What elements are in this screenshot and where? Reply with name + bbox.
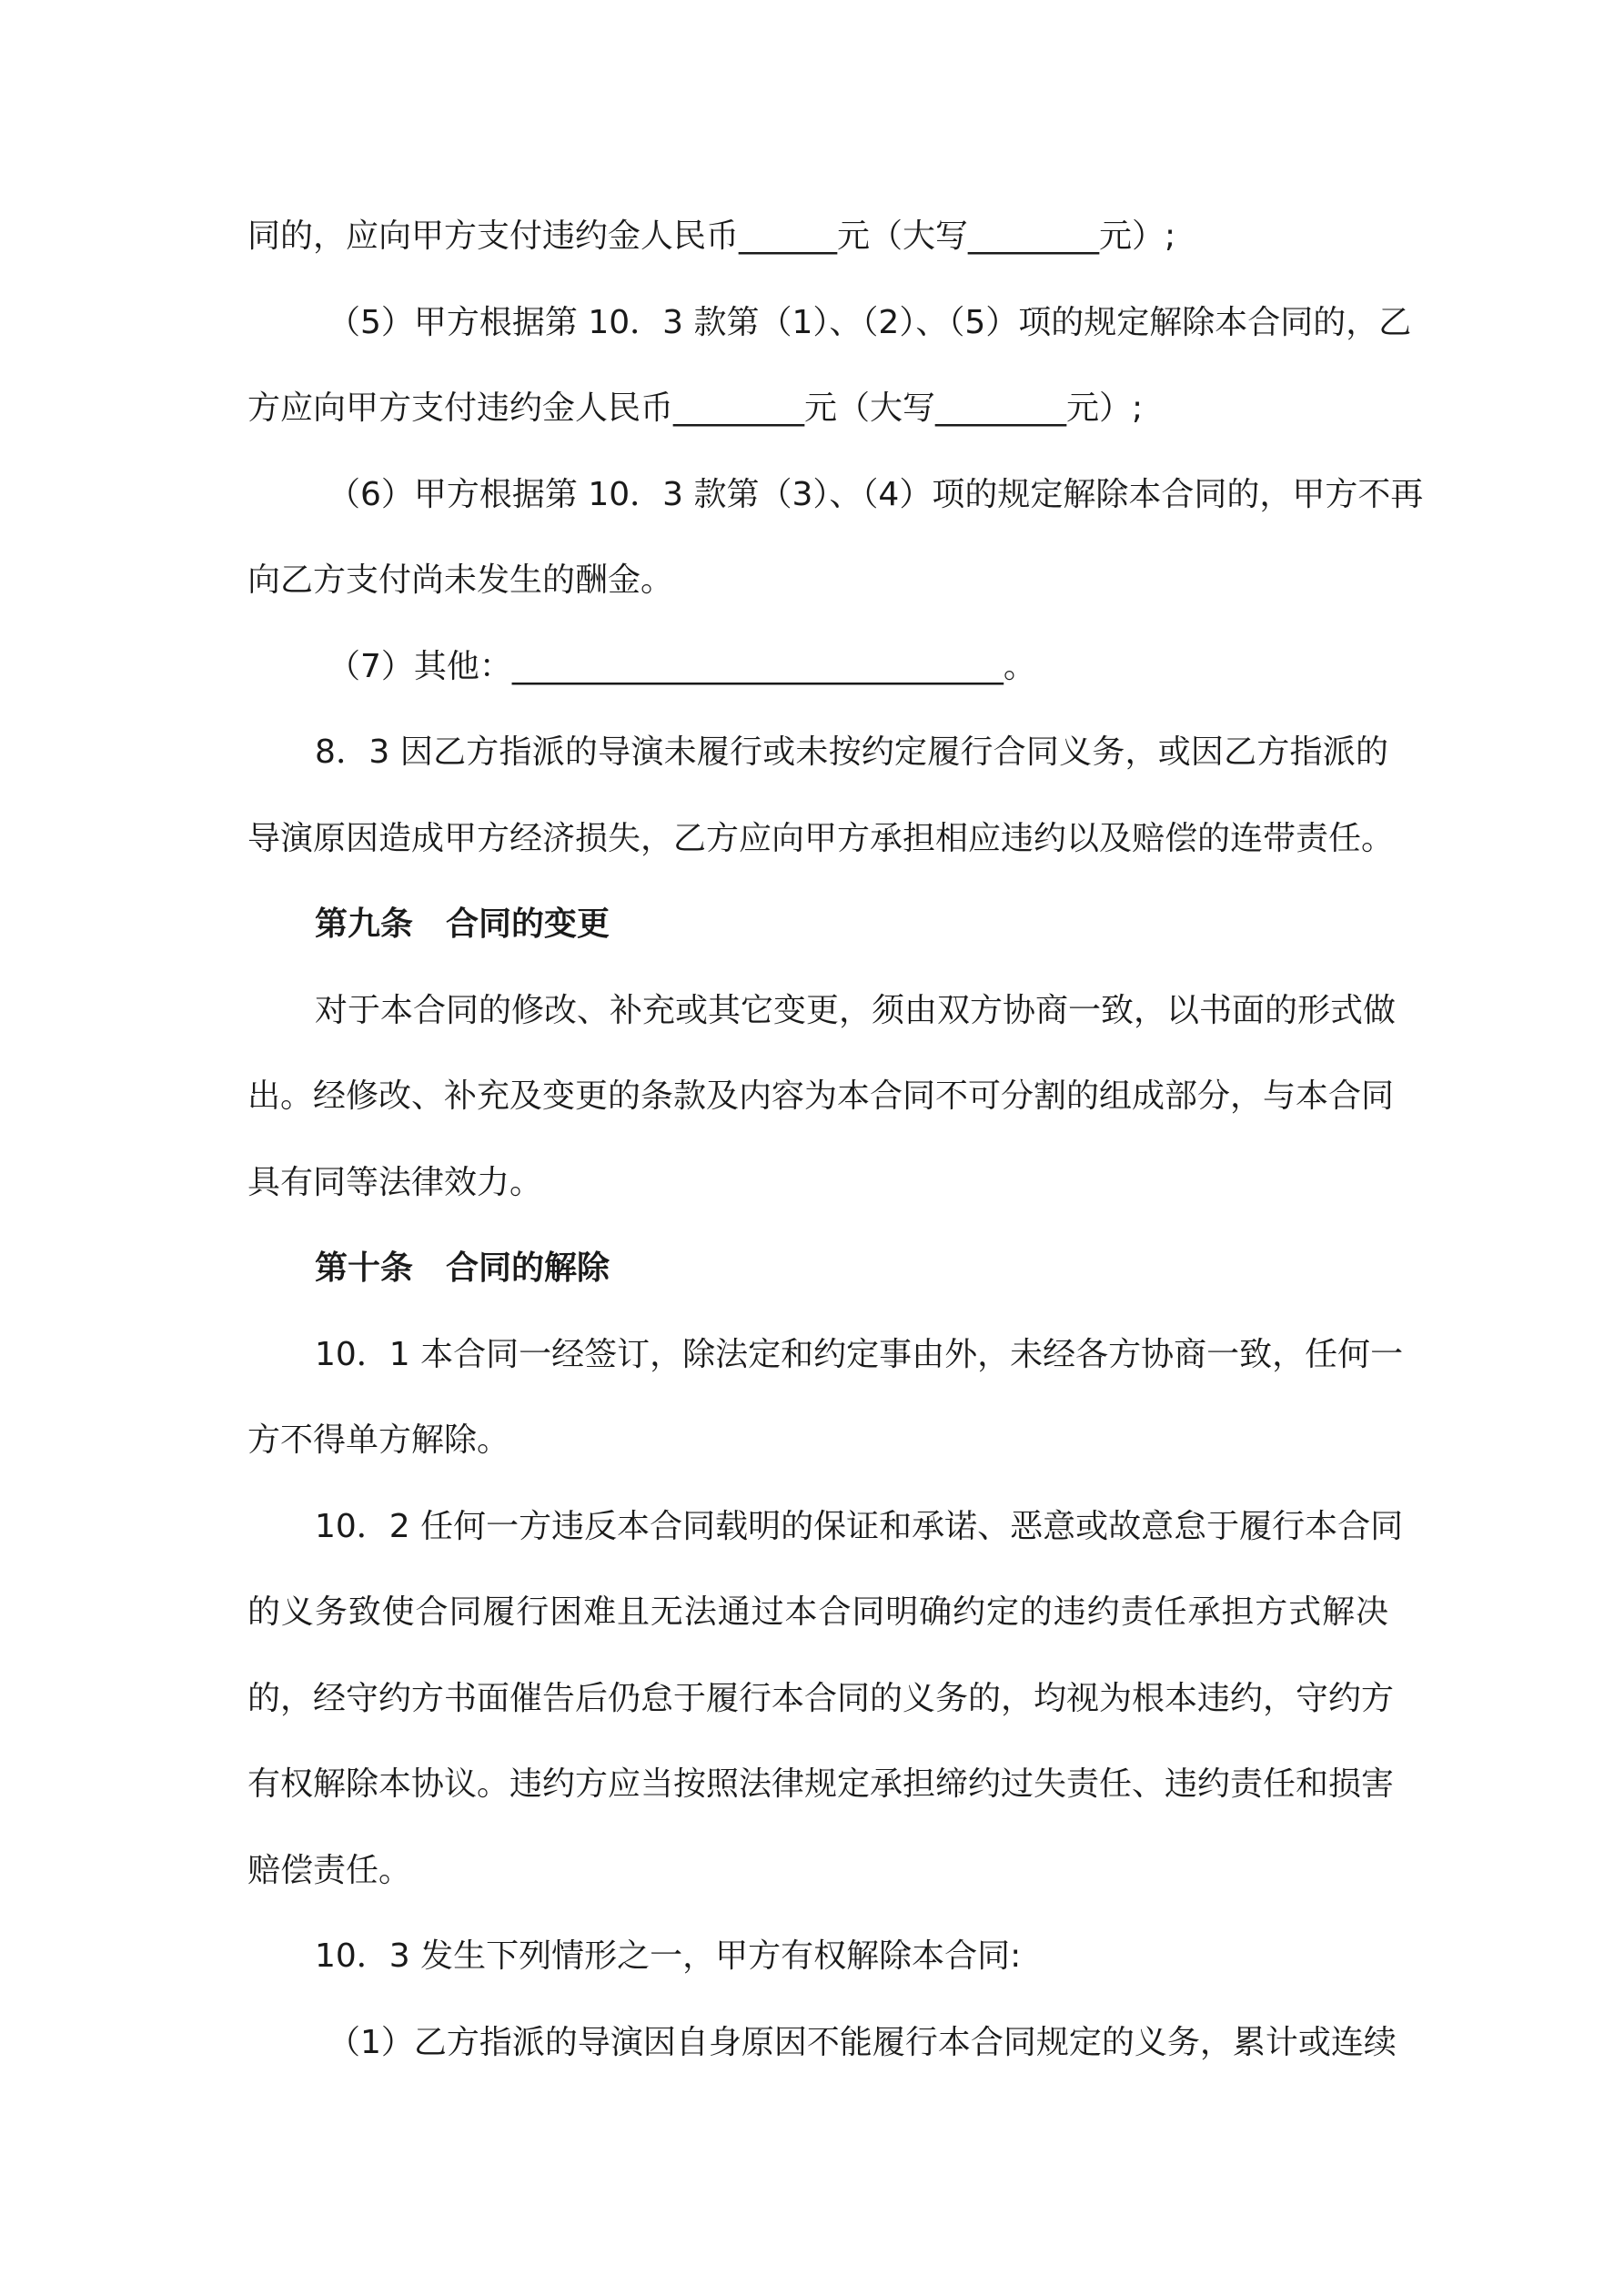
text-line: （1）乙方指派的导演因自身原因不能履行本合同规定的义务，累计或连续 [328, 2024, 1397, 2061]
text-line: （7）其他：______________________________。 [328, 648, 1036, 685]
section-heading: 第九条 合同的变更 [315, 905, 610, 943]
text-line: 10．2 任何一方违反本合同载明的保证和承诺、恶意或故意怠于履行本合同 [315, 1508, 1404, 1545]
text-line: 有权解除本协议。违约方应当按照法律规定承担缔约过失责任、违约责任和损害 [247, 1765, 1395, 1803]
text-line: 8．3 因乙方指派的导演未履行或未按约定履行合同义务，或因乙方指派的 [315, 733, 1388, 771]
section-heading: 第十条 合同的解除 [315, 1249, 610, 1287]
text-line: 方应向甲方支付违约金人民币________元（大写________元）; [247, 389, 1144, 427]
text-line: 10．3 发生下列情形之一，甲方有权解除本合同: [315, 1937, 1022, 1975]
text-line: 的义务致使合同履行困难且无法通过本合同明确约定的违约责任承担方式解决 [247, 1593, 1388, 1631]
text-line: 导演原因造成甲方经济损失，乙方应向甲方承担相应违约以及赔偿的连带责任。 [247, 820, 1395, 857]
text-line: 10．1 本合同一经签订，除法定和约定事由外，未经各方协商一致，任何一 [315, 1336, 1404, 1373]
text-line: （5）甲方根据第 10．3 款第（1）、（2）、（5）项的规定解除本合同的，乙 [328, 304, 1412, 341]
text-line: 赔偿责任。 [247, 1852, 412, 1889]
text-line: 的，经守约方书面催告后仍怠于履行本合同的义务的，均视为根本违约，守约方 [247, 1680, 1395, 1717]
text-line: 出。经修改、补充及变更的条款及内容为本合同不可分割的组成部分，与本合同 [247, 1077, 1395, 1115]
text-line: （6）甲方根据第 10．3 款第（3）、（4）项的规定解除本合同的，甲方不再 [328, 476, 1424, 513]
text-line: 向乙方支付尚未发生的酬金。 [247, 561, 674, 599]
text-line: 具有同等法律效力。 [247, 1164, 543, 1201]
text-line: 同的，应向甲方支付违约金人民币______元（大写________元）; [247, 217, 1176, 255]
text-line: 方不得单方解除。 [247, 1421, 510, 1459]
text-line: 对于本合同的修改、补充或其它变更，须由双方协商一致，以书面的形式做 [315, 992, 1397, 1029]
